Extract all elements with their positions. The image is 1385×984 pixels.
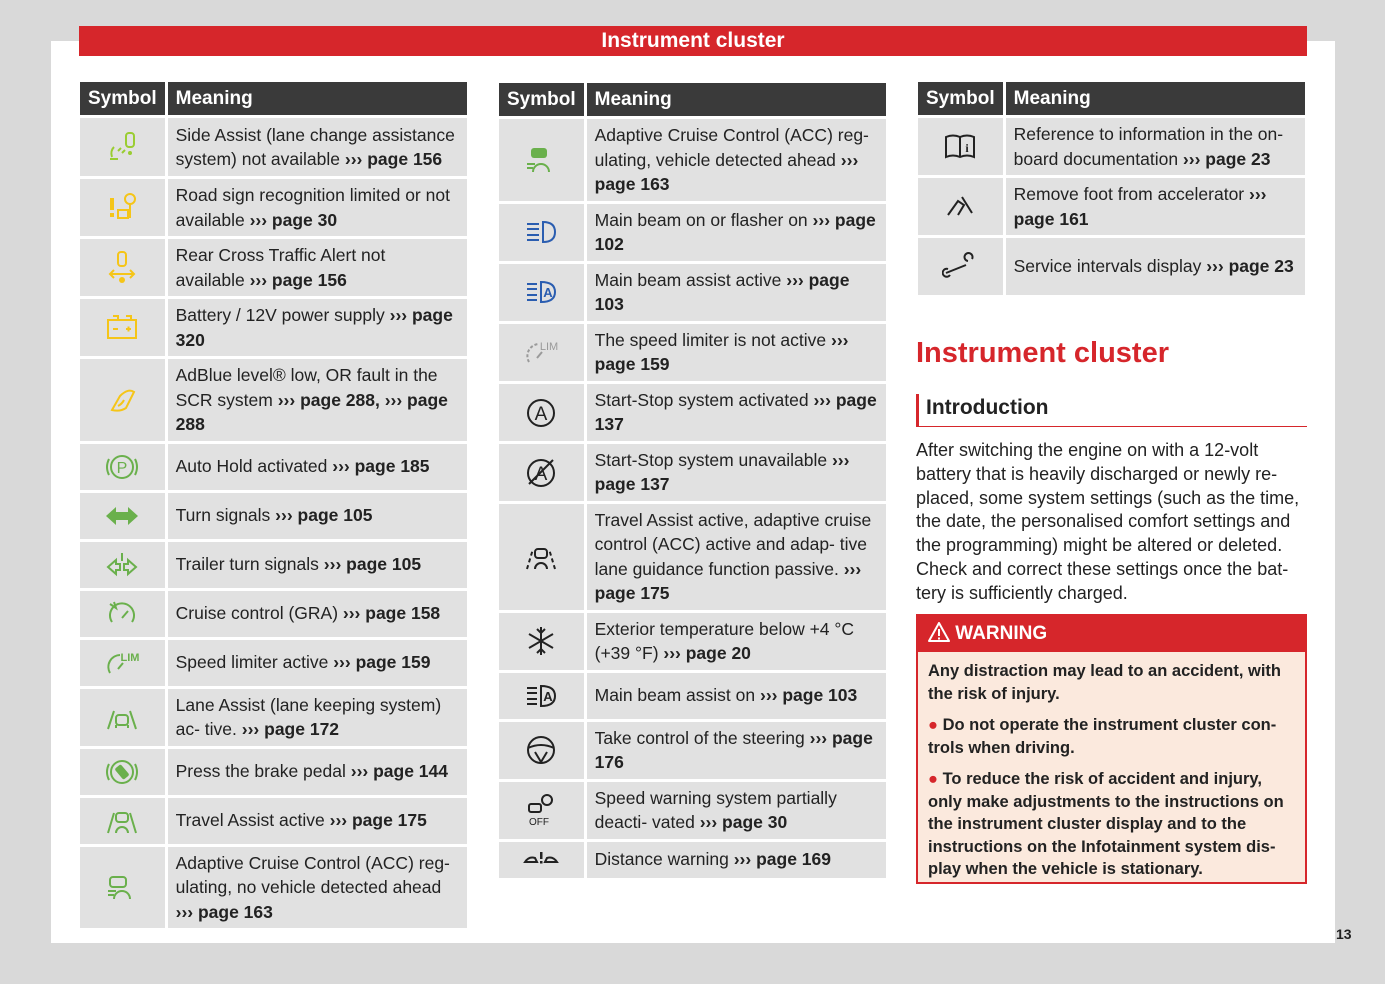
symbol-row [499, 444, 886, 501]
symbol-row [80, 847, 467, 929]
page-reference-link[interactable]: ››› page 288, ››› page 288 [175, 389, 448, 434]
symbol-cell [499, 613, 587, 670]
meaning-cell [587, 119, 886, 201]
symbol-row [80, 798, 467, 844]
page-reference-link[interactable]: ››› page 105 [275, 505, 373, 526]
warning-title: WARNING [955, 623, 1048, 644]
page-number: 13 [1336, 926, 1352, 942]
meaning-text: Travel Assist active [175, 810, 325, 831]
meaning-cell [168, 179, 467, 236]
page-reference-link[interactable]: ››› page 175 [329, 810, 427, 831]
travel-assist-passive-icon [523, 539, 559, 575]
meaning-text: Speed limiter active [175, 652, 329, 673]
symbol-row [499, 324, 886, 381]
meaning-text: Remove foot from accelerator [1013, 184, 1245, 204]
symbol-cell [918, 178, 1006, 235]
page-reference-link[interactable]: ››› page 137 [594, 449, 850, 494]
page-reference-link[interactable]: ››› page 105 [323, 554, 422, 575]
symbol-cell [918, 118, 1006, 175]
side-assist-icon [104, 129, 140, 165]
main-beam-assist-icon [523, 274, 559, 310]
meaning-cell [168, 444, 467, 490]
svg-text:P: P [116, 459, 128, 477]
page-reference-link[interactable]: ››› page 159 [333, 652, 431, 673]
meaning-text: Reference to information in the on- board documentation [1013, 124, 1284, 169]
symbol-cell [499, 673, 587, 719]
symbol-row [499, 722, 886, 779]
meaning-cell [168, 299, 467, 356]
symbol-row [80, 542, 467, 588]
symbol-cell [80, 591, 168, 637]
warning-lead: Any distraction may lead to an accident, with the risk of injury. [928, 662, 1281, 703]
page-reference-link[interactable]: ››› page 103 [594, 269, 850, 314]
speed-limiter-icon [104, 645, 140, 681]
page-reference-link[interactable]: ››› page 30 [249, 209, 338, 230]
meaning-text: Adaptive Cruise Control (ACC) reg- ulating, vehicle detected ahead [594, 125, 869, 170]
symbol-row [918, 178, 1305, 235]
acc-vehicle-ahead-icon [523, 142, 559, 178]
meaning-cell [1006, 178, 1305, 235]
meaning-text: Auto Hold activated [175, 456, 328, 477]
symbol-cell [80, 118, 168, 176]
page-reference-link[interactable]: ››› page 161 [1013, 184, 1267, 229]
meaning-cell [168, 798, 467, 844]
meaning-text: Rear Cross Traffic Alert not available [175, 245, 386, 290]
meaning-text: Press the brake pedal [175, 761, 346, 782]
symbol-table-2 [499, 80, 886, 881]
trailer-turn-signals-icon [104, 547, 140, 583]
symbol-cell [80, 847, 168, 929]
page-reference-link[interactable]: ››› page 23 [1182, 148, 1271, 169]
page-reference-link[interactable]: ››› page 158 [342, 603, 441, 624]
meaning-cell [587, 204, 886, 261]
symbol-cell [80, 444, 168, 490]
symbol-cell [80, 798, 168, 844]
distance-warning-icon [523, 842, 559, 878]
meaning-cell [168, 640, 467, 686]
page-reference-link[interactable]: ››› page 30 [699, 812, 788, 832]
turn-signals-icon [104, 498, 140, 534]
symbol-cell [80, 179, 168, 236]
meaning-text: The speed limiter is not active [594, 329, 827, 350]
page-reference-link[interactable]: ››› page 172 [241, 719, 340, 739]
meaning-cell [168, 239, 467, 296]
meaning-text: Exterior temperature below +4 °C (+39 °F) [594, 618, 855, 663]
section-title: Instrument cluster [916, 337, 1169, 369]
symbol-row [499, 119, 886, 201]
symbol-cell [80, 299, 168, 356]
meaning-cell [168, 847, 467, 929]
introduction-text: After switching the engine on with a 12-volt battery that is heavily discharged or newly re- placed, some system settings (such as the time, the date, the personalised comfort settings and the programming) might be altered or deleted. Check and correct these settings once the bat- tery is sufficiently charged. [916, 440, 1300, 603]
symbol-row [918, 118, 1305, 175]
symbol-cell [499, 384, 587, 441]
symbol-cell [80, 749, 168, 795]
meaning-text: Distance warning [594, 849, 729, 870]
meaning-header: Meaning [168, 82, 467, 115]
meaning-cell [1006, 238, 1305, 295]
symbol-row [80, 640, 467, 686]
symbol-cell [499, 782, 587, 839]
symbol-row [499, 264, 886, 321]
page-reference-link[interactable]: ››› page 169 [733, 849, 831, 870]
symbol-row [499, 673, 886, 719]
svg-text:LIM: LIM [540, 341, 559, 353]
symbol-row [499, 384, 886, 441]
meaning-text: Trailer turn signals [175, 554, 319, 575]
wrench-icon [942, 249, 978, 285]
meaning-cell [168, 749, 467, 795]
brake-pedal-icon [104, 754, 140, 790]
svg-text:A: A [543, 688, 554, 704]
rear-cross-traffic-icon [104, 250, 140, 286]
meaning-cell [587, 264, 886, 321]
meaning-cell [168, 359, 467, 441]
start-stop-icon [523, 394, 559, 430]
page-reference-link[interactable]: ››› page 103 [760, 685, 858, 706]
symbol-row [80, 591, 467, 637]
meaning-cell [168, 118, 467, 176]
meaning-text: Service intervals display [1013, 256, 1202, 277]
meaning-text: Side Assist (lane change assistance system) not available [175, 124, 455, 169]
page-reference-link[interactable]: ››› page 156 [344, 149, 443, 169]
symbol-row [80, 359, 467, 441]
meaning-cell [587, 613, 886, 670]
symbol-row [499, 842, 886, 878]
meaning-cell [1006, 118, 1305, 175]
meaning-text: Road sign recognition limited or not available [175, 185, 450, 230]
symbol-cell [80, 493, 168, 539]
page-reference-link[interactable]: ››› page 185 [332, 456, 430, 477]
symbol-row [80, 689, 467, 746]
page-reference-link[interactable]: ››› page 156 [249, 269, 347, 290]
symbol-row [80, 493, 467, 539]
meaning-cell [587, 384, 886, 441]
symbol-row [499, 204, 886, 261]
meaning-cell [168, 542, 467, 588]
symbol-header: Symbol [918, 82, 1006, 115]
symbol-cell [499, 722, 587, 779]
meaning-text: Battery / 12V power supply [175, 305, 385, 325]
svg-text:A: A [543, 285, 554, 300]
page-reference-link[interactable]: ››› page 20 [663, 643, 751, 663]
speed-warning-off-icon [523, 792, 559, 828]
start-stop-unavailable-icon [523, 454, 559, 490]
page-reference-link[interactable]: ››› page 176 [594, 727, 873, 772]
steering-wheel-icon [523, 732, 559, 768]
foot-accelerator-icon [942, 189, 978, 225]
meaning-header: Meaning [1006, 82, 1305, 115]
auto-hold-icon [104, 449, 140, 485]
meaning-cell [168, 493, 467, 539]
warning-box [916, 614, 1307, 884]
symbol-cell [499, 204, 587, 261]
snowflake-icon [523, 623, 559, 659]
symbol-row [918, 238, 1305, 295]
travel-assist-icon [104, 803, 140, 839]
page-reference-link[interactable]: ››› page 144 [350, 761, 448, 782]
meaning-cell [168, 591, 467, 637]
warning-bullet: ● Do not operate the instrument cluster con- trols when driving. [928, 716, 1277, 757]
symbol-cell [80, 689, 168, 746]
symbol-row [80, 749, 467, 795]
symbol-row [80, 118, 467, 176]
symbol-row [80, 239, 467, 296]
main-beam-icon [523, 214, 559, 250]
meaning-cell [587, 842, 886, 878]
meaning-text: Adaptive Cruise Control (ACC) reg- ulating, no vehicle detected ahead [175, 852, 450, 897]
symbol-header: Symbol [80, 82, 168, 115]
symbol-cell [918, 238, 1006, 295]
warning-header [918, 616, 1305, 652]
svg-text:A: A [534, 464, 548, 485]
page-reference-link[interactable]: ››› page 163 [175, 901, 273, 922]
warning-triangle-icon [928, 622, 950, 642]
symbol-cell [80, 239, 168, 296]
symbol-row [80, 179, 467, 236]
symbol-row [80, 299, 467, 356]
meaning-header: Meaning [587, 83, 886, 116]
symbol-cell [499, 119, 587, 201]
symbol-row [80, 444, 467, 490]
meaning-text: Turn signals [175, 505, 271, 526]
page-reference-link[interactable]: ››› page 102 [594, 209, 876, 254]
page-reference-link[interactable]: ››› page 175 [594, 558, 862, 603]
page-reference-link[interactable]: ››› page 23 [1206, 256, 1294, 277]
symbol-cell [80, 640, 168, 686]
svg-text:A: A [534, 404, 548, 425]
meaning-text: Lane Assist (lane keeping system) ac- tive. [175, 694, 442, 739]
symbol-row [499, 613, 886, 670]
symbol-cell [499, 324, 587, 381]
meaning-text: Travel Assist active, adaptive cruise control (ACC) active and adap- tive lane guidance function passive. [594, 509, 872, 579]
meaning-cell [587, 444, 886, 501]
lane-assist-icon [104, 699, 140, 735]
meaning-cell [587, 504, 886, 610]
meaning-text: AdBlue level® low, OR fault in the SCR system [175, 365, 438, 410]
adblue-icon [104, 382, 140, 418]
svg-text:OFF: OFF [529, 817, 550, 828]
meaning-text: Start-Stop system unavailable [594, 449, 828, 470]
symbol-cell [499, 504, 587, 610]
page-reference-link[interactable]: ››› page 159 [594, 329, 849, 374]
meaning-cell [587, 722, 886, 779]
meaning-text: Speed warning system partially deacti- vated [594, 787, 837, 832]
meaning-text: Main beam on or flasher on [594, 209, 808, 230]
book-info-icon [942, 129, 978, 165]
symbol-row [499, 782, 886, 839]
meaning-text: Main beam assist on [594, 685, 756, 706]
page-reference-link[interactable]: ››› page 137 [594, 389, 877, 434]
battery-icon [104, 310, 140, 346]
cruise-control-icon [104, 596, 140, 632]
symbol-cell [499, 444, 587, 501]
symbol-cell [499, 842, 587, 878]
symbol-row [499, 504, 886, 610]
meaning-cell [587, 324, 886, 381]
symbol-header: Symbol [499, 83, 587, 116]
symbol-cell [80, 359, 168, 441]
main-beam-assist-on-icon [523, 678, 559, 714]
svg-text:i: i [965, 140, 969, 155]
meaning-cell [587, 673, 886, 719]
meaning-cell [587, 782, 886, 839]
meaning-text: Start-Stop system activated [594, 389, 809, 410]
meaning-text: Take control of the steering [594, 727, 805, 748]
road-sign-recognition-icon [104, 190, 140, 226]
symbol-table-1 [80, 79, 467, 931]
symbol-cell [499, 264, 587, 321]
page-banner: Instrument cluster [79, 26, 1307, 56]
warning-bullet: ● To reduce the risk of accident and injury, only make adjustments to the instructions on the instrument cluster display and to the instructions on the Infotainment system dis- play when the vehicle is stationary. [928, 770, 1284, 878]
page-reference-link[interactable]: ››› page 320 [175, 305, 453, 350]
page-reference-link[interactable]: ››› page 163 [594, 149, 859, 194]
acc-no-vehicle-icon [104, 869, 140, 905]
svg-text:LIM: LIM [120, 651, 140, 664]
introduction-heading: Introduction [916, 394, 1307, 427]
meaning-text: Cruise control (GRA) [175, 603, 339, 624]
meaning-cell [168, 689, 467, 746]
meaning-text: Main beam assist active [594, 269, 782, 290]
symbol-cell [80, 542, 168, 588]
symbol-table-3 [918, 79, 1305, 298]
speed-limiter-inactive-icon [523, 334, 559, 370]
